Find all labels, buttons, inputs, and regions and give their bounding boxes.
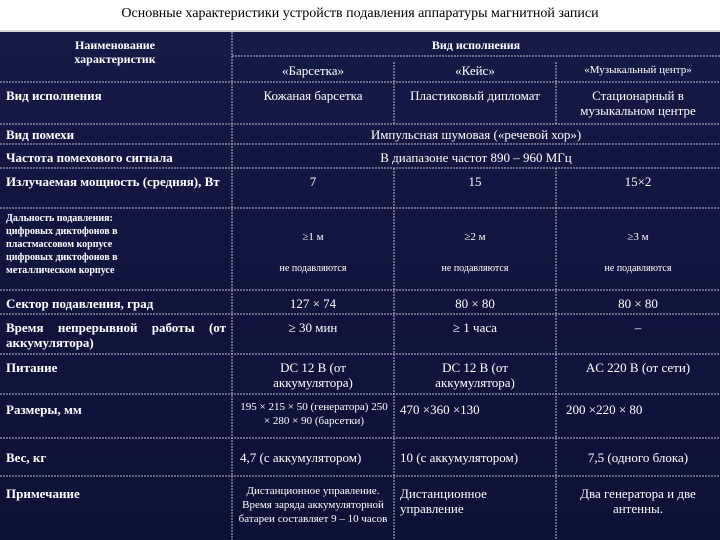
col-header-music: «Музыкальный центр»: [584, 64, 692, 76]
cell-weight-3: 7,5 (одного блока): [587, 450, 689, 465]
table-grid: [0, 32, 720, 540]
cell-range-plastic-2: ≥2 м: [464, 231, 486, 243]
page-title: Основные характеристики устройств подавления аппаратуры магнитной записи: [0, 0, 720, 30]
cell-time-3: –: [634, 320, 642, 335]
cell-note-2: Дистанционное управление: [400, 486, 487, 516]
row-label-type: Вид исполнения: [6, 88, 102, 103]
cell-supply-1: DC 12 В (от аккумулятора): [273, 360, 353, 390]
row-label-supply: Питание: [6, 360, 58, 375]
row-label-range-3: цифровых диктофонов в металлическом корпусе: [6, 252, 118, 276]
cell-time-1: ≥ 30 мин: [288, 320, 338, 335]
cell-range-metal-1: не подавляются: [279, 263, 347, 274]
cell-type-1: Кожаная барсетка: [263, 88, 363, 103]
row-label-size: Размеры, мм: [6, 402, 82, 417]
cell-supply-2: DC 12 В (от аккумулятора): [435, 360, 515, 390]
header-left: Наименование характеристик: [74, 38, 156, 66]
row-label-power: Излучаемая мощность (средняя), Вт: [6, 174, 220, 189]
row-label-note: Примечание: [6, 486, 80, 501]
row-label-range-2: цифровых диктофонов в пластмассовом корпусе: [6, 226, 118, 250]
cell-size-2: 470 ×360 ×130: [400, 402, 480, 417]
row-label-time: Время непрерывной работы (от аккумулятора): [6, 320, 226, 350]
row-label-noise: Вид помехи: [6, 127, 75, 142]
cell-note-1: Дистанционное управление. Время заряда аккумуляторной батареи составляет 9 – 10 часов: [238, 485, 388, 525]
row-label-weight: Вес, кг: [6, 450, 47, 465]
cell-range-metal-3: не подавляются: [604, 263, 672, 274]
cell-power-3: 15×2: [624, 174, 652, 189]
cell-size-1: 195 × 215 × 50 (генератора) 250 × 280 × 90 (барсетки): [240, 401, 388, 427]
row-label-range-1: Дальность подавления:: [6, 213, 113, 224]
row-label-sector: Сектор подавления, град: [6, 296, 154, 311]
col-header-barsetka: «Барсетка»: [281, 63, 344, 78]
cell-range-plastic-1: ≥1 м: [302, 231, 324, 243]
cell-sector-3: 80 × 80: [618, 296, 658, 311]
cell-freq: В диапазоне частот 890 – 960 МГц: [380, 150, 572, 165]
cell-noise: Импульсная шумовая («речевой хор»): [370, 127, 582, 142]
col-header-keis: «Кейс»: [455, 63, 495, 78]
cell-time-2: ≥ 1 часа: [452, 320, 498, 335]
cell-weight-2: 10 (с аккумулятором): [400, 450, 519, 465]
cell-size-3: 200 ×220 × 80: [566, 402, 643, 417]
cell-range-plastic-3: ≥3 м: [627, 231, 649, 243]
cell-type-2: Пластиковый дипломат: [410, 88, 540, 103]
cell-note-3: Два генератора и две антенны.: [580, 486, 696, 516]
cell-power-2: 15: [468, 174, 482, 189]
row-label-freq: Частота помехового сигнала: [6, 150, 173, 165]
cell-sector-2: 80 × 80: [455, 296, 495, 311]
characteristics-table: [0, 30, 720, 540]
cell-sector-1: 127 × 74: [289, 296, 337, 311]
cell-range-metal-2: не подавляются: [441, 263, 509, 274]
header-right: Вид исполнения: [431, 38, 521, 52]
cell-supply-3: AC 220 В (от сети): [585, 360, 691, 375]
cell-power-1: 7: [309, 174, 317, 189]
cell-type-3: Стационарный в музыкальном центре: [580, 88, 696, 118]
cell-weight-1: 4,7 (с аккумулятором): [240, 450, 362, 465]
